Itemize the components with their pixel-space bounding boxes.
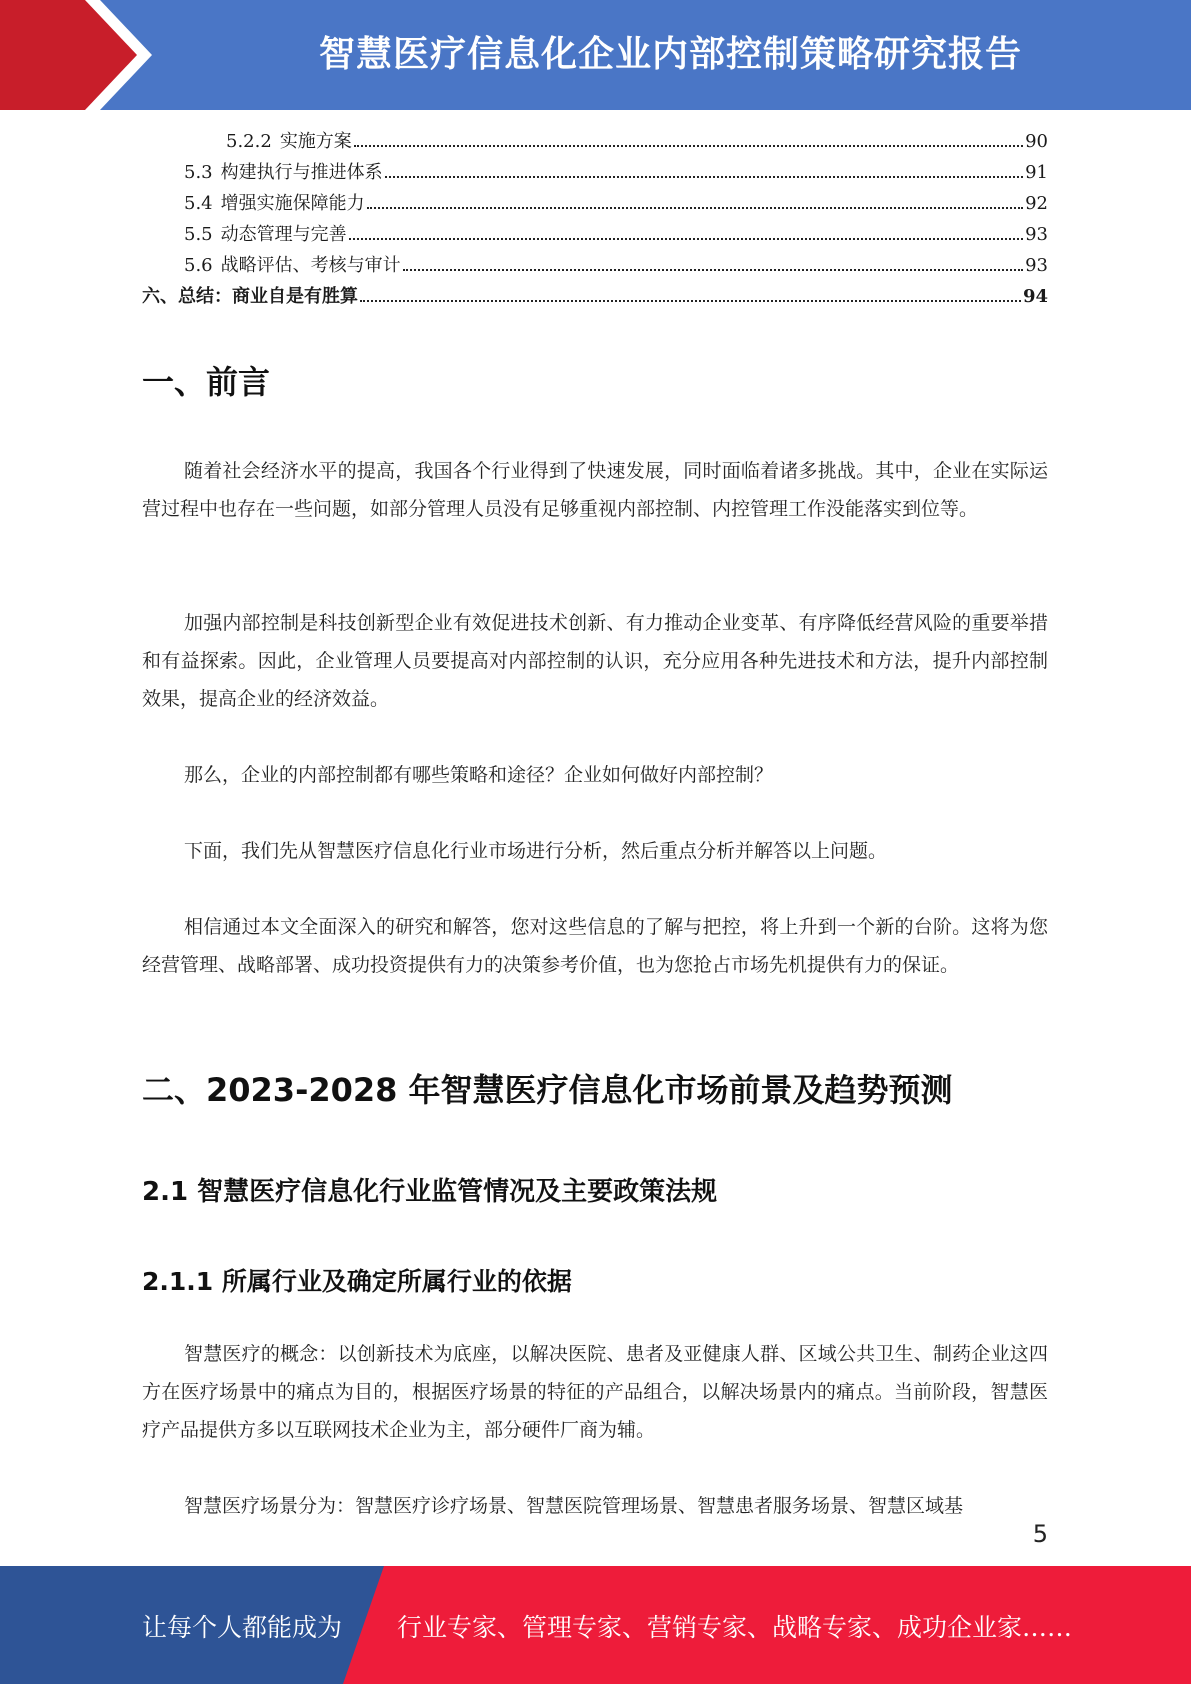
section-2-1-heading: 2.1 智慧医疗信息化行业监管情况及主要政策法规 — [142, 1177, 718, 1207]
table-of-contents — [142, 127, 1048, 313]
toc-dot-leader — [367, 207, 1023, 209]
toc-entry-label: 六、总结：商业自是有胜算 — [142, 286, 358, 307]
toc-dot-leader — [403, 269, 1023, 271]
toc-dot-leader — [360, 300, 1021, 302]
toc-entry-page: 91 — [1025, 162, 1048, 183]
toc-entry-label: 构建执行与推进体系 — [220, 162, 383, 183]
toc-entry-page: 93 — [1025, 255, 1048, 276]
paragraph: 随着社会经济水平的提高，我国各个行业得到了快速发展，同时面临着诸多挑战。其中，企业在实际运营过程中也存在一些问题，如部分管理人员没有足够重视内部控制、内控管理工作没能落实到位等。 — [142, 460, 1048, 520]
toc-entry-label: 战略评估、考核与审计 — [220, 255, 401, 276]
page-header — [0, 0, 1191, 110]
toc-entry-number: 5.5 — [184, 224, 213, 245]
chapter-2-heading: 二、2023-2028 年智慧医疗信息化市场前景及趋势预测 — [142, 1071, 953, 1109]
paragraph: 相信通过本文全面深入的研究和解答，您对这些信息的了解与把控，将上升到一个新的台阶。这将为您经营管理、战略部署、成功投资提供有力的决策参考价值，也为您抢占市场先机提供有力的保证。 — [142, 916, 1048, 976]
toc-entry-number: 5.2.2 — [226, 131, 272, 152]
footer-slogan-right: 行业专家、管理专家、营销专家、战略专家、成功企业家…… — [397, 1613, 1073, 1642]
paragraph: 加强内部控制是科技创新型企业有效促进技术创新、有力推动企业变革、有序降低经营风险的重要举措和有益探索。因此，企业管理人员要提高对内部控制的认识，充分应用各种先进技术和方法，提升内部控制效果，提高企业的经济效益。 — [142, 612, 1048, 710]
toc-entry-page: 92 — [1025, 193, 1048, 214]
paragraph: 下面，我们先从智慧医疗信息化行业市场进行分析，然后重点分析并解答以上问题。 — [184, 840, 888, 862]
toc-dot-leader — [349, 238, 1023, 240]
toc-entry-page: 90 — [1025, 131, 1048, 152]
toc-entry-page: 93 — [1025, 224, 1048, 245]
toc-entry-number: 5.6 — [184, 255, 213, 276]
toc-entry-label: 动态管理与完善 — [220, 224, 347, 245]
preface-heading: 一、前言 — [142, 363, 271, 401]
toc-entry[interactable] — [142, 251, 1048, 282]
toc-entry[interactable] — [142, 220, 1048, 251]
footer-slogan-left: 让每个人都能成为 — [142, 1613, 343, 1642]
toc-entry[interactable] — [142, 127, 1048, 158]
toc-entry[interactable] — [142, 189, 1048, 220]
toc-entry-page: 94 — [1022, 286, 1048, 307]
page-footer — [0, 1566, 1191, 1684]
toc-entry-label: 实施方案 — [279, 131, 352, 152]
toc-entry[interactable] — [142, 282, 1048, 313]
toc-dot-leader — [354, 145, 1023, 147]
paragraph: 智慧医疗场景分为：智慧医疗诊疗场景、智慧医院管理场景、智慧患者服务场景、智慧区域基 — [184, 1495, 964, 1517]
header-chevron-decoration — [0, 0, 160, 110]
toc-entry[interactable] — [142, 158, 1048, 189]
paragraph: 那么，企业的内部控制都有哪些策略和途径？企业如何做好内部控制？ — [184, 764, 774, 786]
report-title: 智慧医疗信息化企业内部控制策略研究报告 — [318, 34, 1022, 75]
section-2-1-1-heading: 2.1.1 所属行业及确定所属行业的依据 — [142, 1267, 572, 1296]
toc-entry-number: 5.4 — [184, 193, 213, 214]
paragraph: 智慧医疗的概念：以创新技术为底座，以解决医院、患者及亚健康人群、区域公共卫生、制药企业这四方在医疗场景中的痛点为目的，根据医疗场景的特征的产品组合，以解决场景内的痛点。当前阶段，智慧医疗产品提供方多以互联网技术企业为主，部分硬件厂商为辅。 — [142, 1343, 1048, 1441]
toc-entry-number: 5.3 — [184, 162, 213, 183]
toc-entry-label: 增强实施保障能力 — [220, 193, 365, 214]
toc-dot-leader — [385, 176, 1023, 178]
page-number: 5 — [1032, 1520, 1048, 1548]
